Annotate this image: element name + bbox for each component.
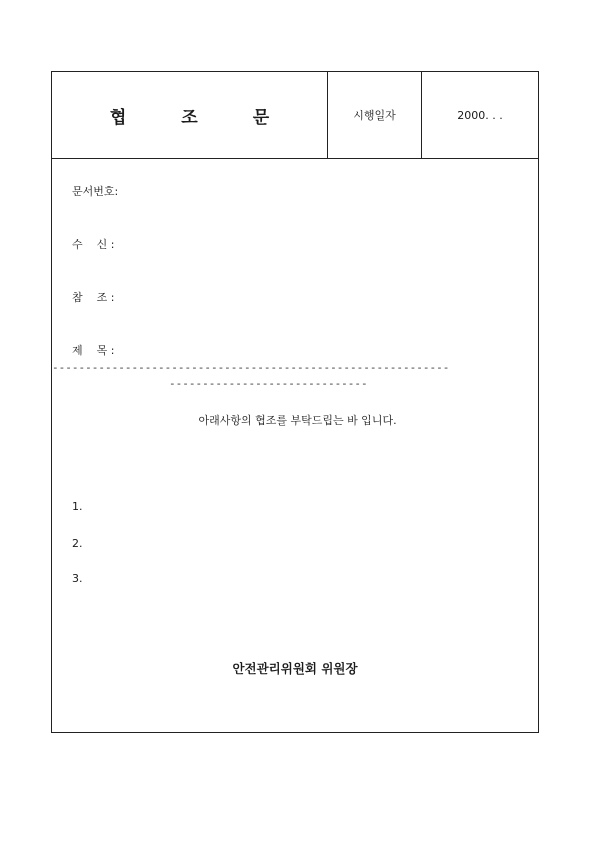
reference-label: 참 조 :: [72, 291, 115, 304]
subject-label: 제 목 :: [72, 344, 115, 357]
document-frame: [51, 71, 539, 733]
header-row: [52, 72, 538, 159]
divider-line-1: ------------------------------------------------------------: [52, 361, 450, 374]
effective-date-value: 2000. . .: [457, 108, 503, 122]
divider-line-2: ------------------------------: [169, 377, 368, 390]
list-item-2: 2.: [72, 537, 83, 550]
list-item-3: 3.: [72, 572, 83, 585]
doc-number-label: 문서번호:: [72, 185, 119, 198]
title-char-2: 조: [181, 107, 198, 128]
title-char-1: 협: [109, 107, 127, 128]
signature: 안전관리위원회 위원장: [232, 661, 358, 676]
list-item-1: 1.: [72, 500, 83, 513]
document-title: [52, 72, 328, 158]
request-intro: 아래사항의 협조를 부탁드립는 바 입니다.: [198, 414, 397, 427]
title-char-3: 문: [252, 107, 270, 128]
recipient-label: 수 신 :: [72, 238, 115, 251]
effective-date-label: 시행일자: [328, 72, 422, 158]
